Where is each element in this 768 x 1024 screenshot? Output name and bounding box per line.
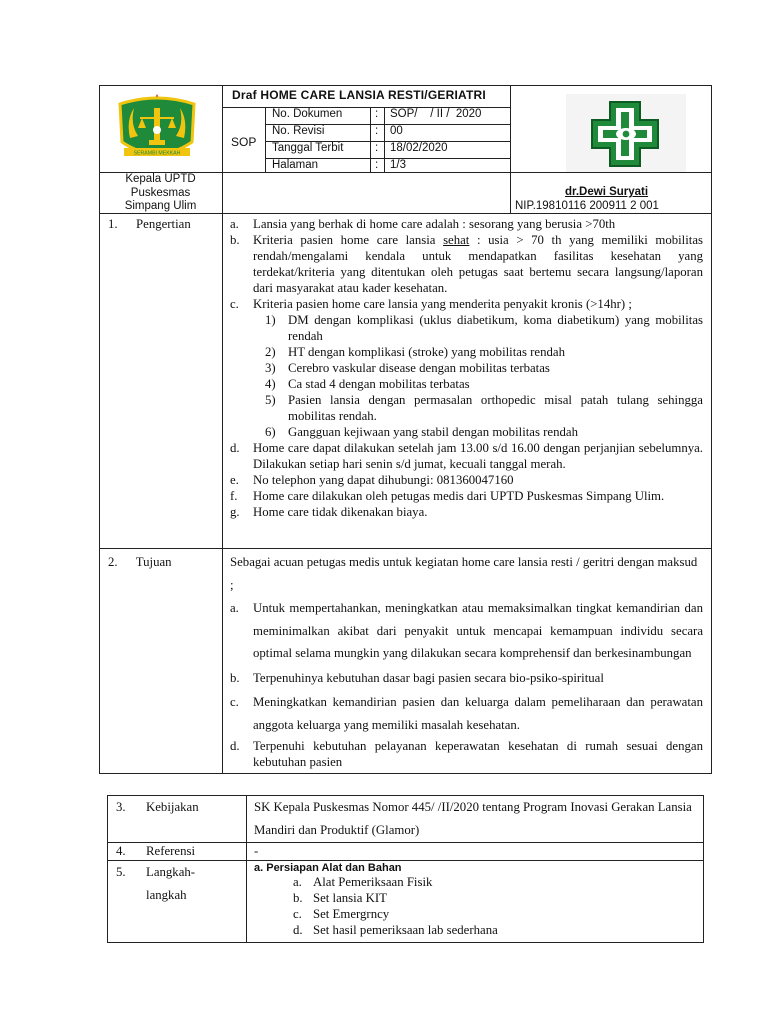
table-row bbox=[100, 214, 712, 549]
list-marker: d. bbox=[230, 739, 240, 753]
meta-value: SOP/ / II / 2020 bbox=[390, 108, 482, 120]
list-text: Home care dilakukan oleh petugas medis dari UPTD Puskesmas Simpang Ulim. bbox=[253, 489, 665, 503]
meta-separator: : bbox=[375, 108, 379, 120]
meta-value: 00 bbox=[390, 125, 403, 137]
list-marker: 1) bbox=[265, 313, 276, 327]
document-title: Draf HOME CARE LANSIA RESTI/GERIATRI bbox=[232, 88, 486, 102]
list-text: Alat Pemeriksaan Fisik bbox=[313, 875, 433, 889]
list-item bbox=[223, 296, 703, 312]
list-text: Set hasil pemeriksaan lab sederhana bbox=[313, 923, 498, 937]
list-text: Meningkatkan kemandirian pasien dan keluarga dalam pemeliharaan dan perawatan anggota keluarga yang memiliki masalah kesehatan. bbox=[253, 695, 703, 732]
signer-nip: NIP.19810116 200911 2 001 bbox=[515, 200, 659, 212]
pengertian-list bbox=[223, 216, 703, 520]
list-item bbox=[247, 874, 703, 890]
section-label: Kebijakan bbox=[146, 800, 199, 814]
list-item bbox=[223, 312, 703, 344]
list-marker: d. bbox=[293, 923, 303, 937]
sop-label: SOP bbox=[231, 135, 257, 149]
list-text: : usia > 70 th yang memiliki mobilitas rendah/mengalami kendala untuk mendapatkan fasilitas kesehatan yang terdekat/kriteria yang ditentukan oleh petugas saat bertemu secara langsung/laporan dari masyarakat atau kader kesehatan. bbox=[253, 233, 703, 295]
list-marker: f. bbox=[230, 489, 238, 503]
langkah-list bbox=[247, 874, 703, 938]
table-row: 3. Kebijakan SK Kepala Puskesmas Nomor 445/ /II/2020 tentang Program Inovasi Gerakan Lansia Mandiri dan Produktif (Glamor) bbox=[108, 796, 704, 843]
langkah-heading: a. Persiapan Alat dan Bahan bbox=[254, 862, 402, 874]
list-item bbox=[247, 922, 703, 938]
list-text: DM dengan komplikasi (uklus diabetikum, koma diabetikum) yang mobilitas rendah bbox=[288, 313, 703, 343]
underlined-text: sehat bbox=[443, 233, 470, 247]
list-marker: 5) bbox=[265, 393, 276, 407]
list-item bbox=[223, 691, 703, 736]
list-item bbox=[223, 392, 703, 424]
list-marker: c. bbox=[293, 907, 302, 921]
list-text: Untuk mempertahankan, meningkatkan atau memaksimalkan tingkat kemandirian dan meminimalkan akibat dari penyakit untuk mencapai kemampuan individu secara optimal selama mungkin yang dilakukan secara komprehensif dan berkesinambungan bbox=[253, 601, 703, 660]
list-item bbox=[223, 472, 703, 488]
meta-label: Halaman bbox=[272, 159, 319, 171]
meta-separator: : bbox=[375, 159, 379, 171]
list-marker: a. bbox=[293, 875, 302, 889]
section-label: Pengertian bbox=[136, 217, 191, 231]
list-item bbox=[223, 667, 703, 690]
table-row bbox=[100, 549, 712, 774]
meta-separator: : bbox=[375, 142, 379, 154]
list-item bbox=[223, 216, 703, 232]
list-item bbox=[223, 424, 703, 440]
list-item bbox=[223, 360, 703, 376]
list-text: Kriteria pasien home care lansia bbox=[253, 233, 444, 247]
list-marker: b. bbox=[230, 233, 240, 247]
list-marker: 3) bbox=[265, 361, 276, 375]
list-item bbox=[247, 906, 703, 922]
list-item bbox=[223, 440, 703, 472]
list-text: Terpenuhinya kebutuhan dasar bagi pasien secara bio-psiko-spiritual bbox=[253, 670, 604, 685]
list-marker: c. bbox=[230, 297, 239, 311]
list-text: Set Emergrncy bbox=[313, 907, 390, 921]
list-marker: b. bbox=[230, 670, 240, 685]
list-text: Set lansia KIT bbox=[313, 891, 387, 905]
list-item bbox=[223, 376, 703, 392]
meta-value: 1/3 bbox=[390, 159, 406, 171]
list-marker: 4) bbox=[265, 377, 276, 391]
list-text: Ca stad 4 dengan mobilitas terbatas bbox=[288, 377, 470, 391]
logo-ribbon-text: SERAMBI MEKKAH bbox=[133, 150, 181, 157]
list-text: Gangguan kejiwaan yang stabil dengan mobilitas rendah bbox=[288, 425, 578, 439]
list-marker: a. bbox=[230, 601, 239, 615]
sop-content-table bbox=[99, 213, 712, 774]
section-number: 2. bbox=[108, 555, 118, 569]
list-item bbox=[247, 890, 703, 906]
list-item bbox=[223, 597, 703, 665]
signer-name: dr.Dewi Suryati bbox=[565, 186, 649, 198]
list-marker: 6) bbox=[265, 425, 276, 439]
list-text: Home care tidak dikenakan biaya. bbox=[253, 505, 428, 519]
tujuan-list bbox=[223, 597, 703, 770]
list-item bbox=[223, 738, 703, 770]
section-label: Tujuan bbox=[135, 555, 172, 569]
table-row: 4. Referensi - bbox=[108, 843, 704, 861]
list-text: HT dengan komplikasi (stroke) yang mobilitas rendah bbox=[288, 345, 565, 359]
list-text: Home care dapat dilakukan setelah jam 13.00 s/d 16.00 dengan perjanjian sebelumnya. Dilakukan setiap hari senin s/d jumat, kecuali tanggal merah. bbox=[253, 441, 703, 471]
list-marker: c. bbox=[230, 695, 239, 709]
meta-value: 18/02/2020 bbox=[390, 142, 448, 154]
referensi-text: - bbox=[254, 844, 259, 858]
list-text: Cerebro vaskular disease dengan mobilitas terbatas bbox=[288, 361, 550, 375]
table-row: 5. Langkah- langkah a. Persiapan Alat dan Bahan a. Alat Pemeriksaan Fisik b. Set lansia KIT c. Set Emergrncy d. Set hasil pemeriksaan lab sederhana bbox=[108, 861, 704, 943]
list-item bbox=[223, 488, 703, 504]
puskesmas-logo bbox=[566, 94, 686, 172]
list-text: No telephon yang dapat dihubungi: 081360047160 bbox=[253, 473, 514, 487]
meta-label: Tanggal Terbit bbox=[272, 142, 344, 154]
list-marker: b. bbox=[293, 891, 303, 905]
kebijakan-text: SK Kepala Puskesmas Nomor 445/ /II/2020 tentang Program Inovasi Gerakan Lansia Mandiri dan Produktif (Glamor) bbox=[254, 800, 692, 837]
meta-separator: : bbox=[375, 125, 379, 137]
section-number: 1. bbox=[108, 217, 118, 231]
section-label: Langkah- langkah bbox=[146, 865, 196, 902]
meta-label: No. Dokumen bbox=[272, 108, 343, 120]
tujuan-intro: Sebagai acuan petugas medis untuk kegiatan home care lansia resti / geritri dengan maksud ; bbox=[230, 555, 698, 592]
list-text: Kriteria pasien home care lansia yang menderita penyakit kronis (>14hr) ; bbox=[253, 297, 632, 311]
aceh-emblem-logo bbox=[116, 90, 198, 168]
list-text: Lansia yang berhak di home care adalah : sesorang yang berusia >70th bbox=[253, 217, 616, 231]
meta-label: No. Revisi bbox=[272, 125, 325, 137]
list-item bbox=[223, 504, 703, 520]
list-marker: g. bbox=[230, 505, 240, 519]
list-marker: d. bbox=[230, 441, 240, 455]
list-item bbox=[223, 232, 703, 296]
section-label: Referensi bbox=[146, 844, 196, 858]
list-text: Pasien lansia dengan permasalan orthopedic misal patah tulang sehingga mobilitas rendah. bbox=[288, 393, 703, 423]
list-marker: a. bbox=[230, 217, 239, 231]
kepala-caption: Kepala UPTD Puskesmas Simpang Ulim bbox=[124, 173, 197, 212]
list-text: Terpenuhi kebutuhan pelayanan keperawatan kesehatan di rumah sesuai dengan kebutuhan pasien bbox=[253, 739, 703, 769]
sop-content-table-2 bbox=[107, 795, 704, 943]
list-item bbox=[223, 344, 703, 360]
list-marker: 2) bbox=[265, 345, 276, 359]
list-marker: e. bbox=[230, 473, 239, 487]
